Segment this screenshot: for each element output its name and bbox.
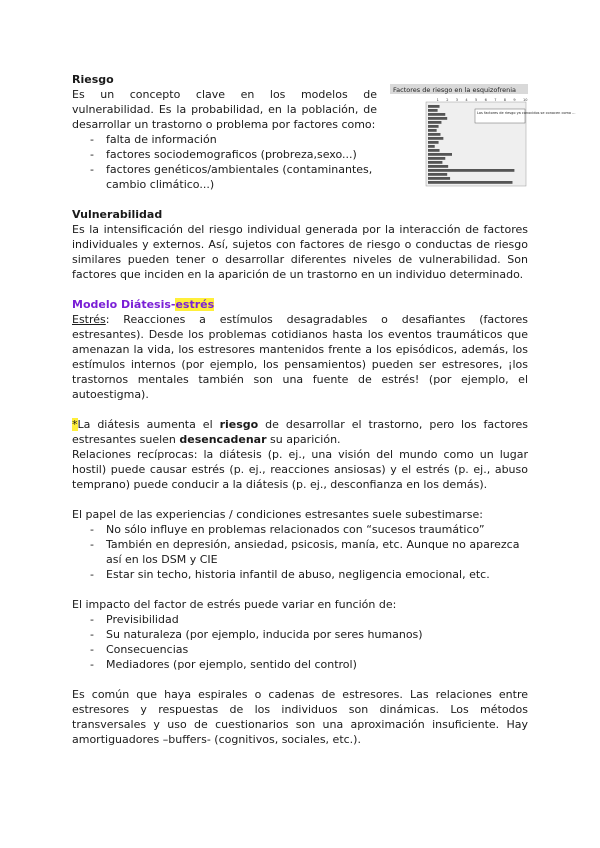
- p2-e: su aparición.: [266, 433, 341, 446]
- estres-label: Estrés: [72, 313, 106, 326]
- bar: [428, 121, 441, 124]
- bar: [428, 165, 448, 168]
- bar: [428, 113, 445, 116]
- modelo-heading-b: estrés: [175, 298, 215, 311]
- vulnerabilidad-heading: Vulnerabilidad: [72, 208, 163, 221]
- figure-title: Factores de riesgo en la esquizofrenia: [393, 86, 517, 94]
- tick-label: 7: [494, 98, 497, 102]
- modelo-heading-a: Modelo Diátesis-: [72, 298, 176, 311]
- list-item: - factores sociodemograficos (probreza,sexo...): [106, 147, 377, 162]
- estres-paragraph: [72, 312, 528, 402]
- riesgo-heading: Riesgo: [72, 73, 114, 86]
- list-item: - factores genéticos/ambientales (contaminantes, cambio climático...): [106, 162, 377, 192]
- tick-label: 9: [513, 98, 516, 102]
- list-item: - También en depresión, ansiedad, psicosis, manía, etc. Aunque no aparezca así en los DSM y CIE: [106, 537, 528, 567]
- impacto-list: [72, 612, 528, 672]
- bar: [428, 153, 452, 156]
- list-item: - No sólo influye en problemas relacionados con “sucesos traumático”: [106, 522, 528, 537]
- p2-c: de desarrollar el trastorno, pero los factores estresantes suelen: [72, 418, 528, 446]
- bar: [428, 145, 435, 148]
- modelo-heading: [72, 297, 528, 312]
- bar: [428, 169, 514, 172]
- reciprocas-paragraph: Relaciones recíprocas: la diátesis (p. ej., una visión del mundo como un lugar hostil) puede causar estrés (p. ej., reacciones ansiosas) y el estrés (p. ej., abuso temprano) puede conducir a la diátesis (p. ej., desconfianza en los demás).: [72, 448, 528, 491]
- bar: [428, 137, 443, 140]
- document-page: [72, 72, 576, 747]
- bar: [428, 157, 445, 160]
- risk-factors-figure: [390, 76, 576, 196]
- p2-d: desencadenar: [179, 433, 267, 446]
- bar: [428, 161, 442, 164]
- inset-text: Los factores de riesgo ya conocidos se conocen como ...: [477, 111, 576, 115]
- list-item: - Previsibilidad: [106, 612, 528, 627]
- tick-label: 2: [446, 98, 449, 102]
- p2-a: La diátesis aumenta el: [77, 418, 220, 431]
- tick-label: 1: [436, 98, 439, 102]
- bar: [428, 129, 437, 132]
- papel-list: [72, 522, 528, 582]
- asterisk-mark: *: [72, 418, 78, 431]
- bar: [428, 109, 438, 112]
- tick-label: 5: [475, 98, 478, 102]
- riesgo-list: [72, 132, 377, 192]
- tick-label: 3: [455, 98, 459, 102]
- bar: [428, 149, 440, 152]
- list-item: - Su naturaleza (por ejemplo, inducida por seres humanos): [106, 627, 528, 642]
- bar: [428, 173, 447, 176]
- bar: [428, 141, 439, 144]
- list-item: - Estar sin techo, historia infantil de abuso, negligencia emocional, etc.: [106, 567, 528, 582]
- risk-factors-chart: [390, 76, 576, 196]
- bar: [428, 133, 440, 136]
- bar: [428, 117, 447, 120]
- tick-label: 8: [503, 98, 507, 102]
- bar: [428, 177, 450, 180]
- espirales-paragraph: Es común que haya espirales o cadenas de estresores. Las relaciones entre estresores y respuestas de los individuos son dinámicas. Los métodos transversales y uso de cuestionarios son una aproximación insuficiente. Hay amortiguadores –buffers- (cognitivos, sociales, etc.).: [72, 688, 528, 746]
- p2-b: riesgo: [219, 418, 259, 431]
- estres-text: : Reacciones a estímulos desagradables o desafiantes (factores estresantes). Desde los problemas cotidianos hasta los eventos traumáticos que amenazan la vida, los estresores mantenidos frente a los episódicos, además, los estímulos internos (por ejemplo, los pensamientos) pueden ser estresores, ¡los trastornos mentales también son una fuente de estrés! (por ejemplo, el autoestigma).: [72, 313, 528, 401]
- bar: [428, 181, 512, 184]
- diatesis-paragraph: [72, 417, 528, 447]
- vulnerabilidad-text: Es la intensificación del riesgo individual generada por la interacción de factores individuales y externos. Así, sujetos con factores de riesgo o conductas de riesgo similares pueden tener o desarrollar diferentes niveles de vulnerabilidad. Son factores que inciden en la aparición de un trastorno en un individuo determinado.: [72, 223, 528, 281]
- tick-label: 6: [484, 98, 487, 102]
- impacto-paragraph: El impacto del factor de estrés puede variar en función de:: [72, 598, 397, 611]
- list-item: - Mediadores (por ejemplo, sentido del control): [106, 657, 528, 672]
- list-item: - falta de información: [106, 132, 377, 147]
- papel-paragraph: El papel de las experiencias / condiciones estresantes suele subestimarse:: [72, 508, 483, 521]
- riesgo-section: [72, 72, 576, 192]
- tick-label: 4: [465, 98, 468, 102]
- tick-label: 10: [523, 98, 528, 102]
- riesgo-intro: Es un concepto clave en los modelos de vulnerabilidad. Es la probabilidad, en la población, de desarrollar un trastorno o problema por factores como:: [72, 88, 377, 131]
- bar: [428, 105, 440, 108]
- list-item: - Consecuencias: [106, 642, 528, 657]
- bar: [428, 125, 439, 128]
